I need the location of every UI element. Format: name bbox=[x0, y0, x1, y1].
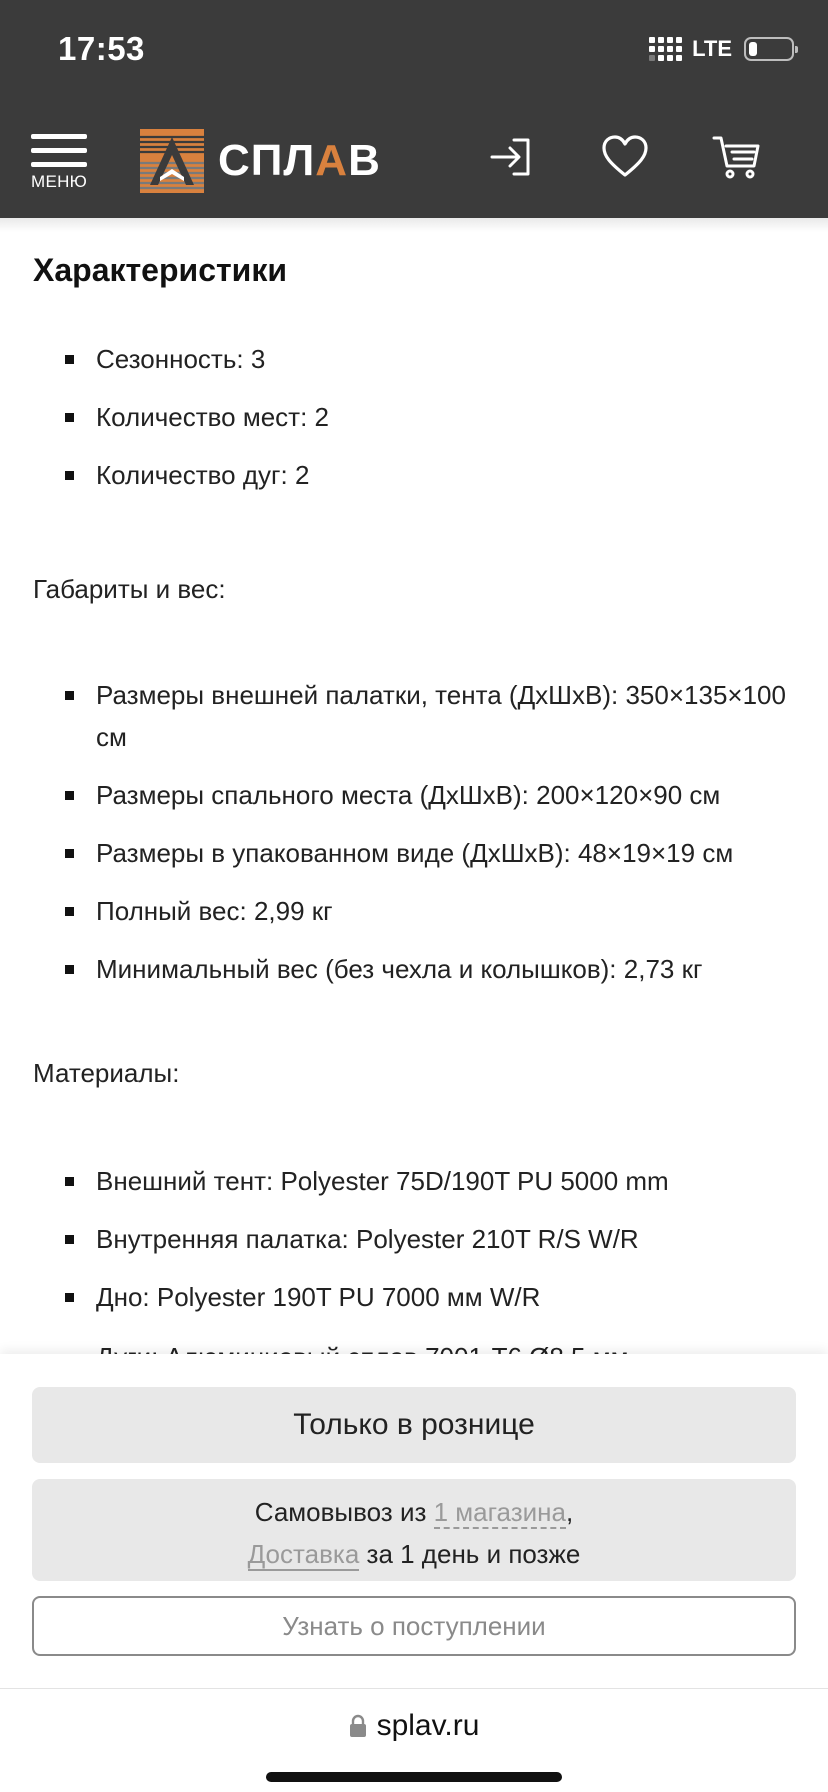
delivery-info bbox=[32, 1479, 796, 1581]
list-item: Внутренняя палатка: Polyester 210T R/S W/R bbox=[0, 1218, 828, 1260]
list-item: Размеры в упакованном виде (ДхШхВ): 48×19×19 см bbox=[0, 832, 828, 874]
characteristics-section bbox=[0, 218, 828, 1354]
status-time: 17:53 bbox=[58, 30, 145, 67]
network-type: LTE bbox=[692, 36, 732, 61]
menu-label: МЕНЮ bbox=[31, 172, 88, 191]
home-indicator[interactable] bbox=[266, 1772, 562, 1782]
list-item: Внешний тент: Polyester 75D/190T PU 5000 mm bbox=[0, 1160, 828, 1202]
list-item: Полный вес: 2,99 кг bbox=[0, 890, 828, 932]
delivery-text: за 1 день и позже bbox=[359, 1539, 581, 1569]
lock-icon bbox=[349, 1712, 367, 1736]
notify-arrival-button[interactable]: Узнать о поступлении bbox=[32, 1596, 796, 1656]
list-item: Минимальный вес (без чехла и колышков): 2,73 кг bbox=[0, 948, 828, 990]
list-item: Сезонность: 3 bbox=[0, 338, 828, 380]
list-item: Количество мест: 2 bbox=[0, 396, 828, 438]
materials-list bbox=[0, 1160, 828, 1334]
dimensions-list bbox=[0, 674, 828, 1006]
logo[interactable] bbox=[140, 129, 381, 193]
materials-title: Материалы: bbox=[33, 1058, 180, 1088]
logo-mark-icon bbox=[140, 129, 204, 193]
delivery-link[interactable]: Доставка bbox=[247, 1539, 360, 1569]
list-item: Дно: Polyester 190T PU 7000 мм W/R bbox=[0, 1276, 828, 1318]
signal-icon bbox=[649, 37, 682, 61]
purchase-panel bbox=[0, 1354, 828, 1688]
cart-icon[interactable] bbox=[712, 132, 762, 182]
list-item: Количество дуг: 2 bbox=[0, 454, 828, 496]
retail-only-button[interactable]: Только в рознице bbox=[32, 1387, 796, 1463]
login-icon[interactable] bbox=[486, 132, 536, 182]
battery-icon bbox=[744, 37, 794, 61]
status-indicators bbox=[649, 36, 794, 62]
list-item: Размеры внешней палатки, тента (ДхШхВ): 350×135×100 см bbox=[0, 674, 828, 758]
address-bar[interactable] bbox=[0, 1709, 828, 1743]
pickup-text: Самовывоз из bbox=[254, 1497, 434, 1527]
list-item: Размеры спального места (ДхШхВ): 200×120×90 см bbox=[0, 774, 828, 816]
pickup-comma: , bbox=[566, 1497, 574, 1527]
heart-icon[interactable] bbox=[600, 132, 650, 182]
general-list bbox=[0, 338, 828, 512]
site-header bbox=[0, 0, 828, 218]
section-heading: Характеристики bbox=[33, 252, 288, 288]
url-text: splav.ru bbox=[376, 1709, 480, 1742]
pickup-stores-link[interactable]: 1 магазина bbox=[433, 1497, 566, 1527]
dimensions-title: Габариты и вес: bbox=[33, 574, 226, 604]
browser-bar bbox=[0, 1688, 828, 1792]
logo-text: СПЛАВ bbox=[218, 136, 381, 185]
